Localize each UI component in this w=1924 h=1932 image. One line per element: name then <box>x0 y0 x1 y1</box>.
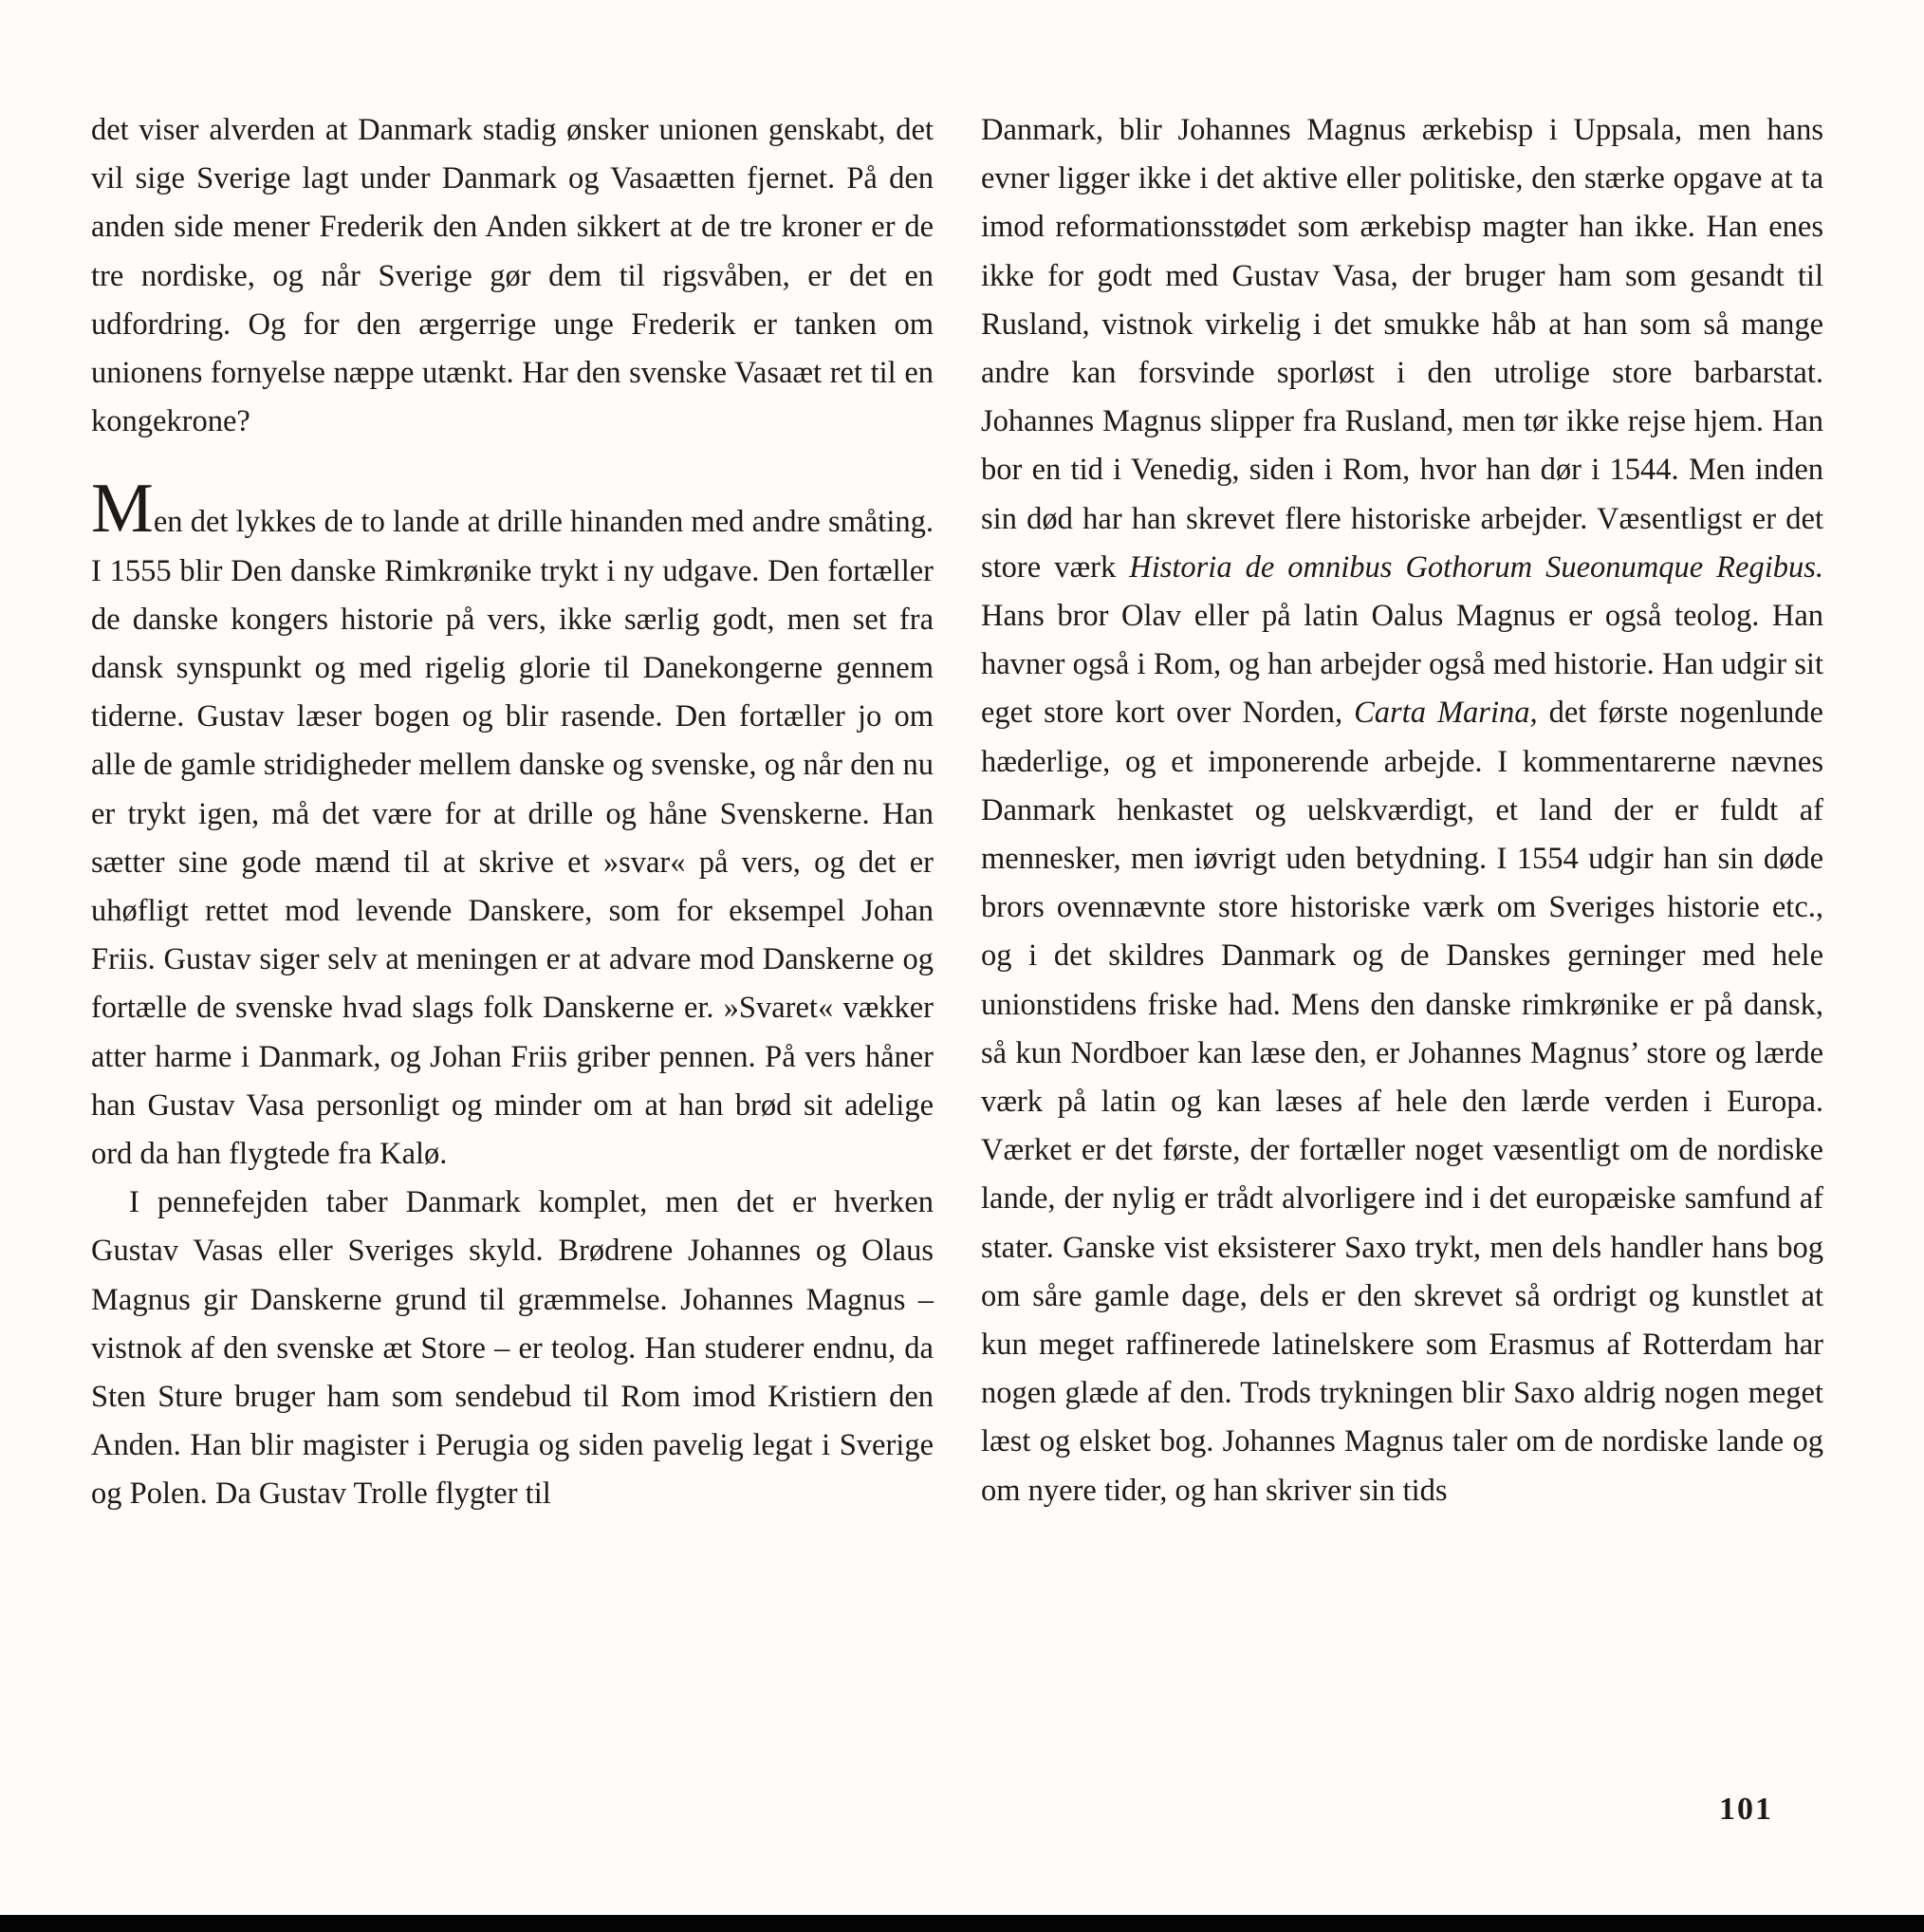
drop-initial: M <box>91 470 152 548</box>
text-segment: Hans bror Olav eller på latin Oalus Magnus er også teolog. Han havner også i Rom, og han arbejder også med historie. Han udgir sit eget store kort over Norden, <box>981 599 1823 731</box>
map-title-carta-marina: Carta Marina, <box>1354 696 1538 731</box>
text-segment: det første nogenlunde hæderlige, og et imponerende arbejde. I kommentarerne nævnes Danmark henkastet og uelskværdigt, et land der er fuldt af mennesker, men iøvrigt uden betydning. I 1554 udgir han sin døde brors ovennævnte store historiske værk om Sveriges historie etc., og i det skildres Danmark og de Danskes gerninger med hele unionstidens friske had. Mens den danske rimkrønike er på dansk, så kun Nordboer kan læse den, er Johannes Magnus’ store og lærde værk på latin og kan læses af hele den lærde verden i Europa. Værket er det første, der fortæller noget væsentligt om de nordiske lande, der nylig er trådt alvorligere ind i det europæiske samfund af stater. Ganske vist eksisterer Saxo trykt, men dels handler hans bog om såre gamle dage, dels er den skrevet så ordrigt og kunstlet at kun meget raffinerede latinelskere som Erasmus af Rotterdam har nogen glæde af den. Trods trykningen blir Saxo aldrig nogen meget læst og elsket bog. Johannes Magnus taler om de nordiske lande og om nyere tider, og han skriver sin tids <box>981 696 1823 1508</box>
scan-bottom-edge <box>0 1915 1924 1932</box>
paragraph-pennefejden: I pennefejden taber Danmark komplet, men det er hverken Gustav Vasas eller Sveriges skyld. Brødrene Johannes og Olaus Magnus gir Danskerne grund til græmmelse. Johannes Magnus – vistnok af den svenske æt Store – er teolog. Han studerer endnu, da Sten Sture bruger ham som sendebud til Rom imod Kristiern den Anden. Han blir magister i Perugia og siden pavelig legat i Sverige og Polen. Da Gustav Trolle flygter til <box>91 1185 934 1512</box>
text-segment: Danmark, blir Johannes Magnus ærkebisp i Uppsala, men hans evner ligger ikke i det aktive eller politiske, den stærke opgave at ta imod reformationsstødet som ærkebisp magter han ikke. Han enes ikke for godt med Gustav Vasa, der bruger ham som gesandt til Rusland, vistnok virkelig i det smukke håb at han som så mange andre kan forsvinde sporløst i den utrolige store barbarstat. Johannes Magnus slipper fra Rusland, men tør ikke rejse hjem. Han bor en tid i Venedig, siden i Rom, hvor han dør i 1544. Men inden sin død har han skrevet flere historiske arbejder. Væsentligst er det store værk <box>981 113 1823 585</box>
paragraph-smaating <box>91 470 934 1179</box>
paragraph-johannes-magnus <box>981 106 1823 1515</box>
page-number: 101 <box>1719 1792 1773 1827</box>
left-text-column <box>91 106 934 1519</box>
right-text-column <box>981 106 1823 1515</box>
section-break <box>91 446 934 490</box>
paragraph-smaating-text: en det lykkes de to lande at drille hinanden med andre småting. I 1555 blir Den danske Rimkrønike trykt i ny udgave. Den fortæller de danske kongers historie på vers, ikke særlig godt, men set fra dansk synspunkt og med rigelig glorie til Danekongerne gennem tiderne. Gustav læser bogen og blir rasende. Den fortæller jo om alle de gamle stridigheder mellem danske og svenske, og når den nu er trykt igen, må det være for at drille og håne Svenskerne. Han sætter sine gode mænd til at skrive et »svar« på vers, og det er uhøfligt rettet mod levende Danskere, som for eksempel Johan Friis. Gustav siger selv at meningen er at advare mod Danskerne og fortælle de svenske hvad slags folk Danskerne er. »Svaret« vækker atter harme i Danmark, og Johan Friis griber pennen. På vers håner han Gustav Vasa personligt og minder om at han brød sit adelige ord da han flygtede fra Kalø. <box>91 505 934 1172</box>
paragraph-unionen: det viser alverden at Danmark stadig ønsker unionen genskabt, det vil sige Sverige lagt under Danmark og Vasaætten fjernet. På den anden side mener Frederik den Anden sikkert at de tre kroner er de tre nordiske, og når Sverige gør dem til rigsvåben, er det en udfordring. Og for den ærgerrige unge Frederik er tanken om unionens fornyelse næppe utænkt. Har den svenske Vasaæt ret til en kongekrone? <box>91 113 934 439</box>
book-title-historia: Historia de omnibus Gothorum Sueonumque Regibus. <box>1129 549 1823 585</box>
